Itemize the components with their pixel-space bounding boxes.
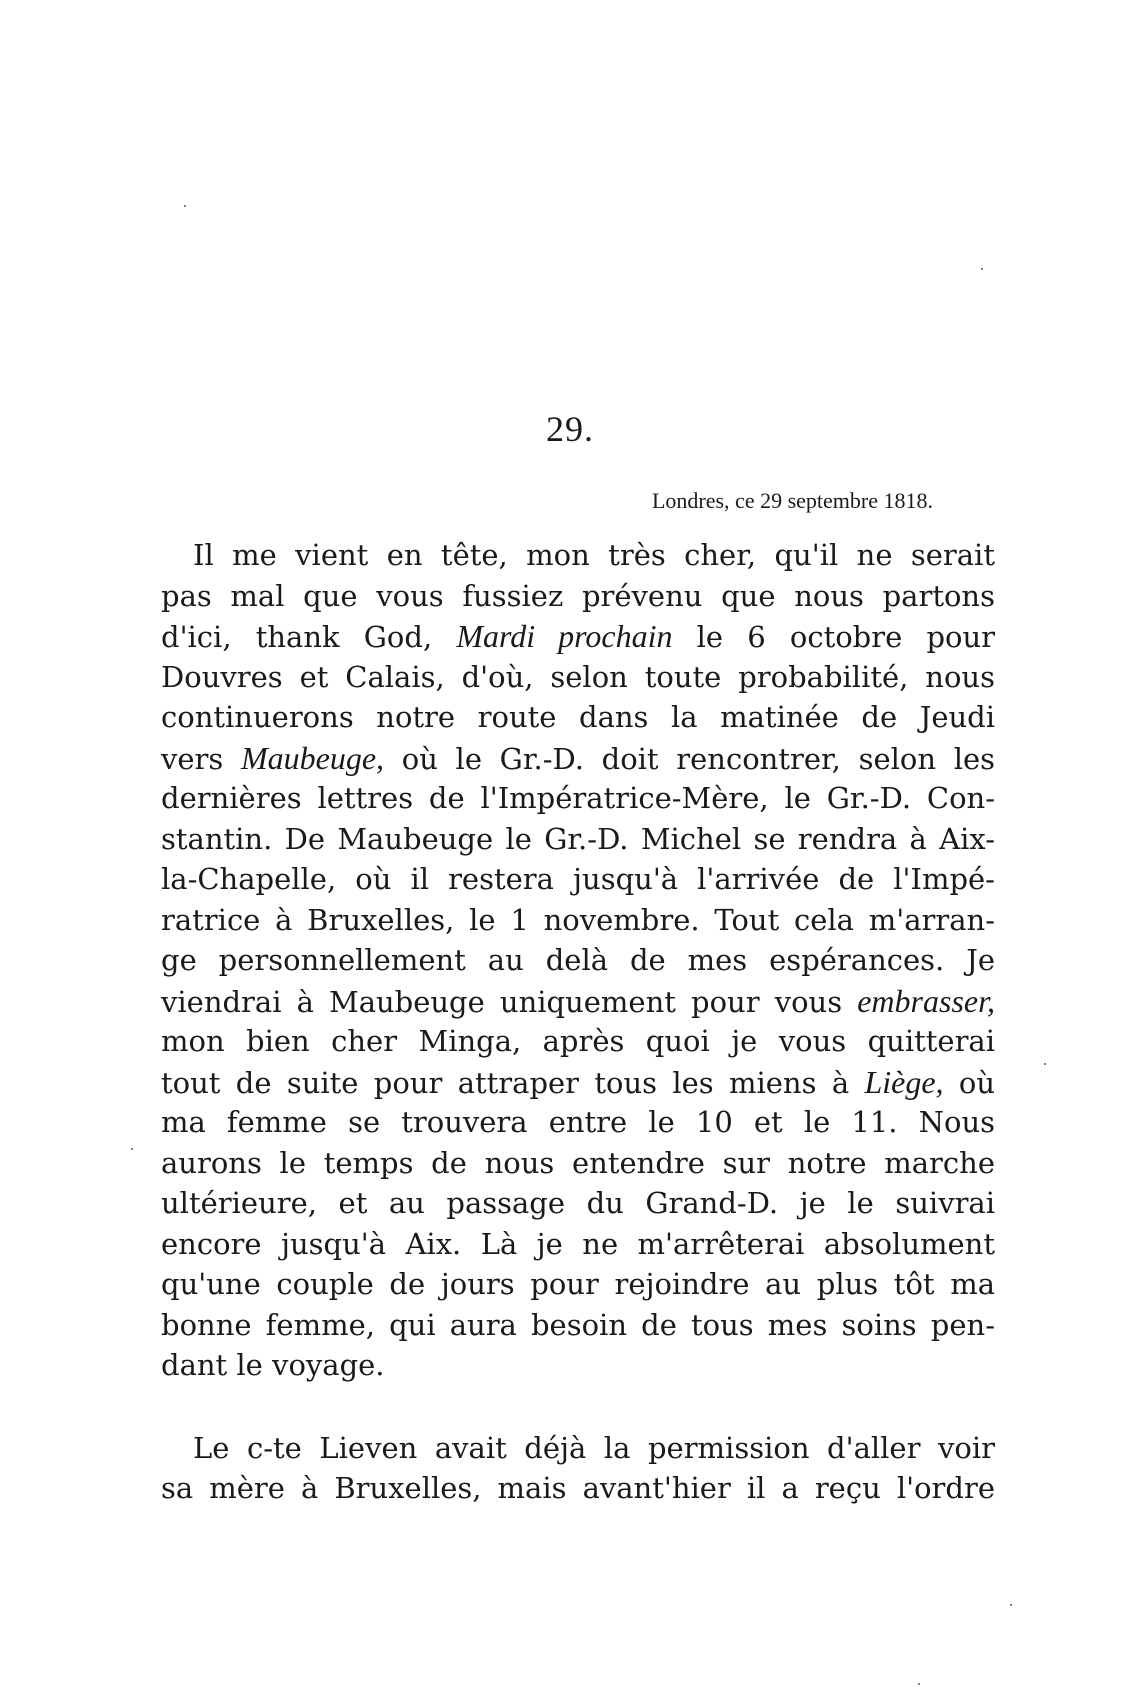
scan-speck	[131, 1148, 133, 1150]
text-line: mon bien cher Minga, après quoi je vous quitterai	[161, 1024, 995, 1058]
scan-speck	[1044, 1063, 1046, 1065]
scan-speck	[918, 1683, 920, 1685]
text-line: encore jusqu'à Aix. Là je ne m'arrêterai absolument	[161, 1226, 995, 1261]
text-line: Il me vient en tête, mon très cher, qu'il ne serait	[193, 538, 995, 572]
letter-body	[161, 535, 995, 1509]
italic-text: embrasser,	[857, 982, 995, 1019]
italic-text: Maubeuge,	[240, 739, 385, 776]
text-line: continuerons notre route dans la matinée de Jeudi	[161, 700, 995, 734]
letter-number: 29.	[546, 409, 594, 449]
text-line	[161, 738, 995, 779]
text-line: qu'une couple de jours pour rejoindre au plus tôt ma	[161, 1267, 995, 1301]
text-line: sa mère à Bruxelles, mais avant'hier il a reçu l'ordre	[161, 1471, 995, 1505]
text-span: où le Gr.-D. doit rencontrer, selon les	[401, 741, 995, 776]
text-line: ratrice à Bruxelles, le 1 novembre. Tout cela m'arran-	[161, 902, 995, 937]
scan-speck	[184, 205, 186, 207]
text-line: Le c-te Lieven avait déjà la permission d'aller voir	[193, 1430, 995, 1465]
text-span: viendrai à Maubeuge uniquement pour vous	[161, 984, 843, 1019]
text-line: ultérieure, et au passage du Grand-D. je le suivrai	[161, 1186, 995, 1220]
text-line: dernières lettres de l'Impératrice-Mère, le Gr.-D. Con-	[161, 781, 995, 815]
text-line	[161, 981, 995, 1022]
scan-speck	[1010, 1604, 1012, 1606]
text-line: dant le voyage.	[161, 1348, 385, 1382]
italic-text: Liège,	[864, 1063, 944, 1100]
text-line: ma femme se trouvera entre le 10 et le 11. Nous	[161, 1105, 995, 1139]
text-line: ge personnellement au delà de mes espérances. Je	[161, 943, 995, 977]
dateline: Londres, ce 29 septembre 1818.	[651, 488, 933, 513]
text-line: aurons le temps de nous entendre sur notre marche	[161, 1145, 995, 1180]
text-span: le 6 octobre pour	[696, 620, 995, 654]
text-span: vers	[161, 741, 224, 776]
text-line: pas mal que vous fussiez prévenu que nous partons	[161, 578, 995, 613]
text-line: la-Chapelle, où il restera jusqu'à l'arrivée de l'Impé-	[161, 862, 995, 896]
text-span: d'ici, thank God,	[161, 620, 433, 654]
text-line: stantin. De Maubeuge le Gr.-D. Michel se rendra à Aix-	[161, 821, 995, 856]
scan-speck	[981, 268, 983, 270]
text-line	[161, 616, 995, 657]
italic-text: Mardi prochain	[456, 618, 673, 654]
text-line	[161, 1062, 995, 1103]
text-span: tout de suite pour attraper tous les miens à	[161, 1065, 850, 1100]
text-line: Douvres et Calais, d'où, selon toute probabilité, nous	[161, 659, 995, 694]
paragraph-2	[161, 1428, 995, 1509]
text-line: bonne femme, qui aura besoin de tous mes soins pen-	[161, 1307, 995, 1342]
paragraph-gap	[161, 1386, 995, 1428]
paragraph-1	[161, 535, 995, 1386]
text-span: où	[958, 1065, 995, 1100]
